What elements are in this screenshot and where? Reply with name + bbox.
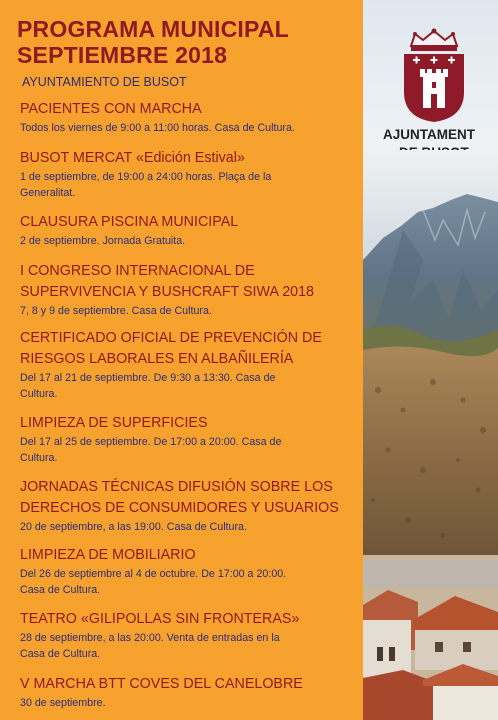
event-item (20, 477, 360, 535)
event-title: PACIENTES CON MARCHA (20, 101, 202, 117)
crown-icon (411, 29, 457, 52)
event-item (20, 609, 360, 662)
event-title: BUSOT MERCAT «Edición Estival» (20, 150, 245, 166)
event-detail: Del 26 de septiembre al 4 de octubre. De 17:00 a 20:00. (20, 568, 287, 580)
event-detail: 2 de septiembre. Jornada Gratuita. (20, 235, 186, 247)
event-detail: Cultura. (20, 388, 58, 400)
event-detail: Casa de Cultura. (20, 648, 101, 660)
municipal-crest-icon (401, 28, 467, 124)
event-title: I CONGRESO INTERNACIONAL DE (20, 263, 255, 279)
event-title: CERTIFICADO OFICIAL DE PREVENCIÓN DE (20, 330, 322, 346)
event-detail: Del 17 al 25 de septiembre. De 17:00 a 20:00. Casa de (20, 436, 282, 448)
event-detail: 1 de septiembre, de 19:00 a 24:00 horas. Plaça de la (20, 171, 272, 183)
event-item (20, 212, 360, 249)
event-detail: Generalitat. (20, 187, 76, 199)
event-detail: Todos los viernes de 9:00 a 11:00 horas. Casa de Cultura. (20, 122, 295, 134)
event-item (20, 545, 360, 598)
event-title: LIMPIEZA DE SUPERFICIES (20, 415, 208, 431)
photo-panel (363, 0, 498, 720)
event-title: RIESGOS LABORALES EN ALBAÑILERÍA (20, 351, 294, 367)
logo-line-1: AJUNTAMENT (383, 127, 475, 142)
event-title: DERECHOS DE CONSUMIDORES Y USUARIOS (20, 500, 339, 516)
event-item (20, 674, 360, 711)
event-title: V MARCHA BTT COVES DEL CANELOBRE (20, 676, 303, 692)
organization-name: AYUNTAMIENTO DE BUSOT (22, 75, 187, 89)
event-item (20, 99, 360, 136)
title-line-2: SEPTIEMBRE 2018 (17, 42, 228, 68)
event-detail: 28 de septiembre, a las 20:00. Venta de entradas en la (20, 632, 280, 644)
event-item (20, 413, 360, 466)
event-detail: 7, 8 y 9 de septiembre. Casa de Cultura. (20, 305, 212, 317)
event-title: JORNADAS TÉCNICAS DIFUSIÓN SOBRE LOS (20, 479, 333, 495)
event-item (20, 148, 360, 201)
title-line-1: PROGRAMA MUNICIPAL (17, 16, 289, 42)
event-title: SUPERVIVENCIA Y BUSHCRAFT SIWA 2018 (20, 284, 314, 300)
event-title: CLAUSURA PISCINA MUNICIPAL (20, 214, 239, 230)
event-title: TEATRO «GILIPOLLAS SIN FRONTERAS» (20, 611, 300, 627)
landscape-photo (363, 150, 498, 720)
event-detail: Del 17 al 21 de septiembre. De 9:30 a 13:30. Casa de (20, 372, 276, 384)
event-detail: 20 de septiembre, a las 19:00. Casa de Cultura. (20, 521, 247, 533)
event-item (20, 261, 360, 319)
event-detail: Casa de Cultura. (20, 584, 101, 596)
event-detail: 30 de septiembre. (20, 697, 106, 709)
tower-icon (420, 69, 448, 108)
event-item (20, 328, 360, 402)
event-title: LIMPIEZA DE MOBILIARIO (20, 547, 196, 563)
page-title (17, 16, 289, 68)
event-detail: Cultura. (20, 452, 58, 464)
